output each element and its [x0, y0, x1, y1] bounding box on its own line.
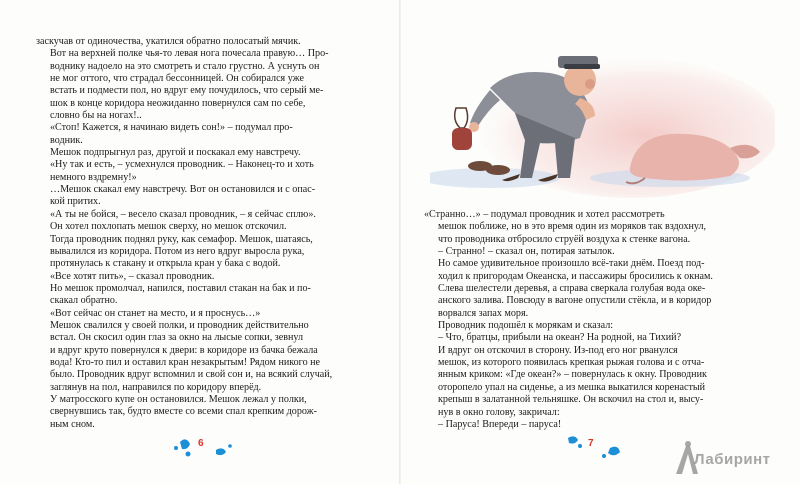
text-line: встал. Он скосил один глаз за окно на лысые сопки, зевнул — [50, 332, 304, 344]
text-line: свернувшись так, будто вместе со всеми спал крепким дорож- — [50, 406, 318, 418]
text-line: и вдруг круто повернулся к двери: в коридоре из бачка бежала — [50, 344, 318, 356]
text-line: кой притих. — [50, 196, 101, 208]
text-line: «Все хотят пить», – сказал проводник. — [50, 270, 215, 282]
text-line: Но самое удивительное произошло всё-таки днём. Поезд под- — [438, 258, 705, 270]
conductor-illustration — [430, 28, 775, 203]
text-line: …Мешок скакал ему навстречу. Вот он остановился и с опас- — [50, 184, 316, 196]
text-line: Мешок свалился у своей полки, и проводник действительно — [50, 319, 309, 331]
text-line: мешок поближе, но в это время один из моряков так вздохнул, — [438, 221, 707, 233]
text-line: «Ну так и есть, – усмехнулся проводник. – Наконец-то и хоть — [50, 159, 314, 171]
text-line: заскучав от одиночества, укатился обратно полосатый мячик. — [36, 36, 301, 47]
text-line: Вот на верхней полке чья-то левая нога почесала правую… Про- — [50, 48, 329, 60]
text-line: шок в конце коридора неожиданно повернулся сам по себе, — [50, 97, 306, 109]
text-line: протянулась к стакану и открыла кран у бака с водой. — [50, 258, 281, 270]
text-line: воднику надоело на это смотреть и стало грустно. А уснуть он — [50, 60, 320, 72]
page-gutter — [399, 0, 401, 484]
text-line: встать и подмести пол, но вдруг ему почудилось, что серый ме- — [50, 85, 324, 97]
text-line: ворвался запах моря. — [438, 307, 529, 319]
watermark-text: Лабиринт — [694, 451, 771, 468]
text-line: – Паруса! Впереди – паруса! — [438, 418, 562, 430]
text-line: – Странно! – сказал он, потирая затылок. — [438, 246, 615, 258]
text-line: мешок, из которого появилась крепкая рыжая голова и с отча- — [438, 357, 705, 369]
text-line: ходил к пригородам Океанска, и пассажиры бросились к окнам. — [438, 270, 713, 282]
page-number-label: 6 — [198, 438, 204, 449]
text-line: вывалился из коридора. Потом из него вдруг выросла рука, — [50, 245, 305, 257]
labirint-watermark — [672, 440, 794, 478]
text-line: «Стоп! Кажется, я начинаю видеть сон!» – подумал про- — [50, 122, 293, 134]
page-number-label: 7 — [588, 438, 594, 449]
text-line: не мог оттого, что страдал бессонницей. Он собирался уже — [50, 73, 304, 85]
text-line: Но мешок промолчал, напился, поставил стакан на бак и по- — [50, 282, 311, 294]
text-line: было. Проводник вдруг вспомнил и свой сон и, на всякий случай, — [50, 369, 333, 381]
text-line: вода! Кто-то пил и оставил кран незакрытым! Рядом никого не — [50, 356, 321, 368]
text-line: анского залива. Повсюду в вагоне опустили стёкла, и в коридор — [438, 295, 712, 307]
right-page-text — [424, 209, 764, 431]
text-line: словно бы на ногах!.. — [50, 110, 142, 122]
text-line: «Странно…» – подумал проводник и хотел рассмотреть — [424, 209, 665, 220]
text-line: нув в окно голову, закричал: — [438, 406, 560, 418]
text-line: янным криком: «Где океан?» – повернулась к окну. Проводник — [438, 369, 707, 381]
text-line: ным сном. — [50, 418, 95, 430]
text-line: И вдруг он отскочил в сторону. Из-под его ног рванулся — [438, 344, 678, 356]
page-number-7 — [558, 432, 628, 462]
text-line: что проводника отбросило струёй воздуха к стенке вагона. — [438, 233, 691, 245]
text-line: крепыш в залатанной тельняшке. Он вскочил на стол и, высу- — [438, 394, 704, 406]
text-line: – Что, братцы, прибыли на океан? На родной, на Тихий? — [438, 332, 682, 344]
text-line: Тогда проводник поднял руку, как семафор. Мешок, шатаясь, — [50, 233, 313, 245]
text-line: «А ты не бойся, – весело сказал проводник, – я сейчас сплю». — [50, 208, 316, 220]
text-line: скакал обратно. — [50, 295, 118, 307]
text-line: У матросского купе он остановился. Мешок лежал у полки, — [50, 393, 307, 405]
page-number-6 — [168, 432, 238, 462]
left-page-text — [36, 36, 380, 431]
text-line: оторопело упал на сиденье, а из мешка выкатился коренастый — [438, 381, 706, 393]
text-line: водник. — [50, 134, 83, 146]
text-line: немного вздремну!» — [50, 171, 137, 183]
text-line: Он хотел похлопать мешок сверху, но мешок отскочил. — [50, 221, 287, 233]
text-line: Мешок подпрыгнул раз, другой и поскакал ему навстречу. — [50, 147, 301, 159]
text-line: Слева шелестели деревья, а справа сверкала голубая вода оке- — [438, 283, 706, 295]
text-line: заглянув на пол, направился по коридору вперёд. — [50, 381, 262, 393]
text-line: «Вот сейчас он станет на место, и я проснусь…» — [50, 307, 261, 319]
text-line: Проводник подошёл к морякам и сказал: — [438, 320, 614, 332]
